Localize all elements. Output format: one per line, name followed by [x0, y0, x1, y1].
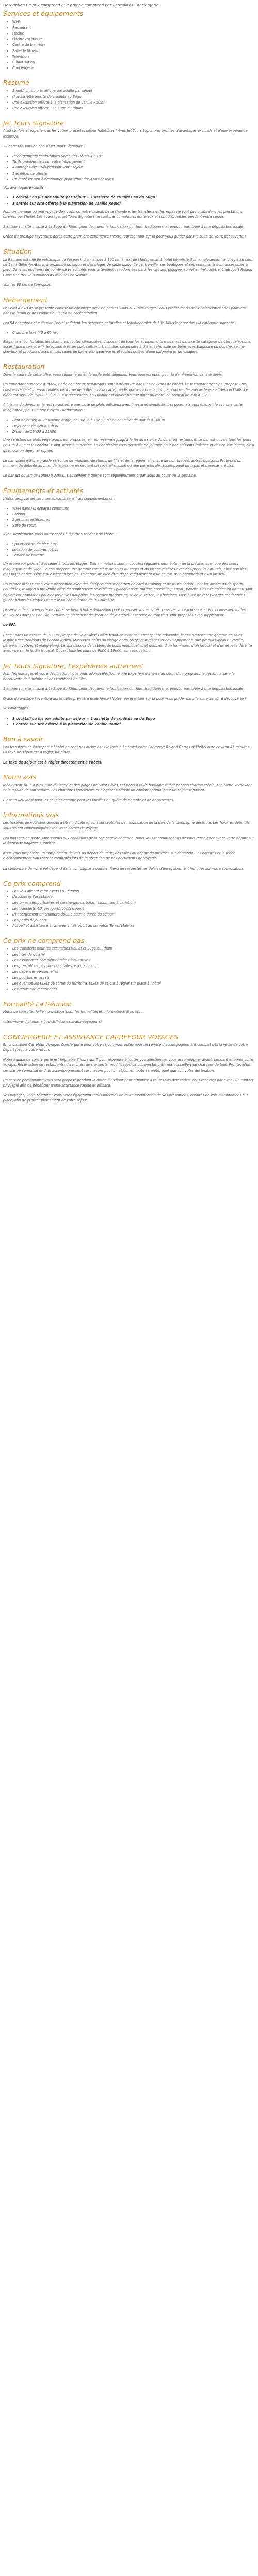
- bonasavoir-bold: La taxe de séjour est à régler directement à l'hôtel.: [3, 760, 103, 765]
- noncomprend-heading: Ce prix ne comprend pas: [3, 937, 85, 945]
- list-item: • Wi-Fi: [12, 19, 255, 24]
- equipements-paragraph-4: Un espace fitness est à votre disposition avec des équipements modernes de cardio-training et de musculation. Pour les amateurs de sports nautiques, le lagon à proximité offre de nombreuses possibilités : plongée sous-marine, snorkeling, kayak, paddle. Des excursions en bateau sont également proposées pour observer les dauphins, les tortues marines et, selon la saison, les baleines. Possibilité de réserver des randonnées guidées dans les cirques et sur le volcan du Piton de la Fournaise.: [3, 582, 253, 602]
- restauration-paragraph-6: Le bar est ouvert de 10h00 à 23h00. Des soirées à thème sont régulièrement organisées au cours de la semaine.: [3, 473, 197, 478]
- equipements-paragraph-5: Le service de conciergerie de l'hôtel se tient à votre disposition pour organiser vos activités, réserver vos excursions et vous conseiller sur les meilleures adresses de l'île. Service de blanchisserie, location de matériel et service de transfert sont proposés avec supplément.: [3, 608, 246, 618]
- signature-experience-heading: Jet Tours Signature, l'expérience autrement: [3, 662, 144, 670]
- list-item: • Un représentant à destination pour répondre à vos besoins: [12, 177, 255, 182]
- equipements-paragraph-3: Un ascenseur permet d'accéder à tous les étages. Des animations sont proposées régulièrement autour de la piscine, ainsi que des cours d'aquagym et de yoga. Le spa propose une gamme complète de soins du corps et du visage réalisés avec des produits naturels, ainsi que des massages et des soins aux essences locales. Le centre de bien-être dispose également d'un sauna, d'un hammam et d'un jacuzzi.: [3, 562, 247, 577]
- concierge-paragraph-2: Notre équipe de conciergerie est joignable 7 jours sur 7 pour répondre à toutes vos questions et vous accompagner avant, pendant et après votre voyage. Réservation de restaurants, d'activités, de transferts, modification de vos prestations : nos conseillers se chargent de tout. Profitez d'un service personnalisé et d'un accompagnement sur mesure pour un séjour en toute sérénité, quel que soit votre destination.: [3, 1058, 253, 1073]
- equipements-list: [3, 506, 255, 529]
- signature-experience-advantages-title: Vos avantages :: [3, 706, 30, 711]
- equipements-heading: Équipements et activités: [3, 486, 84, 495]
- concierge-heading: CONCIERGERIE ET ASSISTANCE CARREFOUR VOYAGES: [3, 1032, 179, 1041]
- equipements-paragraph-2: Avec supplément, vous aurez accès à d'autres services de l'hôtel :: [3, 532, 117, 536]
- list-item: • 1 cocktail ou jus par adulte par séjour + 1 assiette de crudités au du Sugo: [12, 716, 255, 721]
- info-paragraph: Les horaires de vols sont donnés à titre indicatif et sont susceptibles de modification de la part de la compagnie aérienne. Les horaires définitifs vous seront communiqués avec votre carnet de voyage.: [3, 821, 250, 831]
- info-heading: Informations vols: [3, 811, 59, 819]
- list-item: • Les pourboires usuels: [12, 975, 255, 980]
- hebergement-paragraph: Le Saint Alexis 4* se présente comme un complexe avec de petites villas aux toits rouges. Vous profiterez du doux balancement des palmiers dans le jardin et des vagues du lagon de l'océan Indien.: [3, 306, 246, 315]
- situation-heading: Situation: [3, 247, 32, 256]
- list-item: • Avantages exclusifs pendant votre séjour: [12, 165, 255, 170]
- list-item: • Les frais de dossier: [12, 952, 255, 957]
- bonasavoir-paragraph: Les transferts de l'aéroport à l'hôtel ne sont pas inclus dans le forfait. Le trajet entre l'aéroport Roland Garros et l'hôtel dure environ 45 minutes. La taxe de séjour est à régler sur place.: [3, 745, 251, 755]
- restauration-paragraph-5: Le bar dispose d'une grande sélection de whiskies, de rhums de l'île et de la région, ainsi que de nombreuses autres boissons. Profitez d'un moment de détente au bord de la piscine en sirotant un cocktail maison ou une bière locale, accompagné de tapas et d'en-cas créoles.: [3, 458, 242, 468]
- signature-advantages-list: [3, 195, 255, 206]
- entry-paragraph-2: Grâce du prestige l'aventure après cette première expérience ! Votre représentant sur la pour vous guider dans la suite de votre découverte !: [3, 234, 246, 239]
- concierge-paragraph: En choisissant Carrefour Voyages Conciergerie pour votre séjour, vous optez pour un service d'accompagnement complet dès la veille de votre départ jusqu'à votre retour.: [3, 1042, 248, 1052]
- page-description: Description Ce prix comprend / Ce prix ne comprend pas Formalités Conciergerie: [3, 3, 159, 7]
- list-item: • Wi-Fi dans les espaces communs: [12, 506, 255, 511]
- list-item: • Déjeuner : de 12h à 13h30: [12, 423, 255, 429]
- signature-experience-list: [3, 716, 255, 727]
- signature-experience-paragraph: Pour les mariages et votre destination, nous vous avons sélectionné une expérience à vivre au cœur d'un programme personnalisé à la découverte de l'histoire et des traditions de l'île.: [3, 671, 235, 681]
- list-item: • Une assiette offerte de crudités au Sugo: [12, 94, 255, 99]
- hebergement-heading: Hébergement: [3, 296, 48, 304]
- restauration-paragraph-2: Un important nuance est établi, et de nombreux restaurants sont à découvrir dans les environs de l'hôtel. Le restaurant principal propose une cuisine créole et internationale sous forme de buffet ou à la carte, tandis que le bar de la piscine propose des en-cas légers et des cocktails. Le dîner est servi de 19h00 à 22h30, sur réservation. Le Trikolor est ouvert pour le dîner du mardi au samedi de 19h à 22h.: [3, 382, 248, 397]
- spa-paragraph: Conçu dans un espace de 500 m², le spa de Saint Alexis offre tradition avec son atmosphère relaxante, le spa propose une gamme de soins inspirés des traditions de l'océan Indien. Massages, soins du visage et du corps, gommages et enveloppements aux produits locaux : vanille, géranium, vétiver et ylang-ylang. Le spa dispose de cabines de soins individuelles et doubles, d'un hammam, d'un jacuzzi et d'un espace détente avec vue sur le jardin tropical. Ouvert tous les jours de 9h00 à 19h00, sur réservation.: [3, 633, 252, 653]
- signature-experience-paragraph-3: Grâce du prestige l'aventure après cette première expérience ! Votre représentant sur la pour vous guider dans la suite de votre découverte !: [3, 697, 246, 701]
- list-item: • Conciergerie: [12, 65, 255, 71]
- list-item: • Les éventuelles taxes de sortie du territoire, taxes de séjour à régler sur place à l'hôtel: [12, 981, 255, 986]
- equipements-paragraph: L'hôtel propose les services suivants sans frais supplémentaires :: [3, 496, 115, 501]
- list-item: • 1 entrée sur site offerte à la plantation de vanille Roulof: [12, 722, 255, 727]
- list-item: • Centre de bien-être: [12, 42, 255, 47]
- info-paragraph-4: La conformité de votre vol dépend de la compagnie aérienne. Merci de respecter les délais d'enregistrement indiqués sur votre convocation.: [3, 866, 244, 871]
- restauration-paragraph-3: À l'heure du déjeuner, le restaurant offre une carte de plats délicieux avec finesse et simplicité. Les gourmets apprécieront le soir une carte imaginative, pour un prix moyen - dégustation :: [3, 403, 243, 413]
- services-list: [3, 19, 255, 71]
- signature-note: Pour un mariage ou une voyage de noces, ou notre cadeau de la chambre, les transferts et les repas ne sont pas inclus dans les prestations offertes par l'hôtel. Les avantages Jet Tours Signature ne sont pas cumulables entre eux et sont disponibles pendant votre séjour.: [3, 209, 243, 219]
- list-item: • 2 piscines extérieures: [12, 517, 255, 522]
- list-item: • Piscine extérieure: [12, 37, 255, 42]
- signature-heading: Jet Tours Signature: [3, 119, 64, 127]
- list-item: • Tarifs préférentiels sur votre hébergement: [12, 159, 255, 164]
- list-item: • Accueil et assistance à l'arrivée à l'aéroport au comptoir Terres Malines: [12, 923, 255, 928]
- services-heading: Services et équipements: [3, 10, 84, 18]
- concierge-paragraph-4: Vos voyages, votre sérénité : vous serez également tenus informés de toute modification de vos prestations, horaires de vols ou conditions sur place, afin de profiter pleinement de votre séjour.: [3, 1093, 248, 1103]
- list-item: • Petit déjeuner, au deuxième étage, de 06h30 à 10h30, ou en chambre de 06h30 à 10h30: [12, 418, 255, 423]
- signature-reasons-title: 3 bonnes raisons de choisir Jet Tours Signature :: [3, 144, 85, 148]
- list-item: • Spa et centre de bien-être: [12, 541, 255, 547]
- list-item: • Dîner : de 19h00 à 21h30: [12, 429, 255, 434]
- concierge-paragraph-3: Un service personnalisé vous sera proposé pendant la durée du séjour pour répondre à toutes vos demandes. Vous recevrez par e-mail un contact privilégié afin de bénéficier d'une assistance rapide et efficace.: [3, 1078, 254, 1088]
- list-item: • Piscine: [12, 31, 255, 36]
- resume-list: [3, 88, 255, 111]
- list-item: • L'accueil et l'assistance: [12, 894, 255, 900]
- list-item: • Les dépenses personnelles: [12, 969, 255, 974]
- noncomprend-list: [3, 946, 255, 992]
- comprend-heading: Ce prix comprend: [3, 879, 61, 887]
- signature-advantages-title: Vos avantages exclusifs :: [3, 185, 46, 190]
- signature-experience-paragraph-2: 1 entrée sur site incluse à Le Sugo du Rhum pour découvrir la fabrication du rhum traditionnel et pouvoir participer à une dégustation locale.: [3, 686, 245, 691]
- equipements-list-2: [3, 541, 255, 558]
- list-item: • Salle de sport: [12, 523, 255, 528]
- formalites-paragraph: Merci de consulter le lien ci-dessous pour les formalités et informations diverses :: [3, 1010, 143, 1014]
- notes-paragraph-2: C'est un lieu idéal pour les couples comme pour les familles en quête de détente et de découvertes.: [3, 798, 174, 803]
- signature-reasons-list: [3, 154, 255, 182]
- list-item: • Chambre luxe (40 à 65 m²): [12, 330, 255, 335]
- situation-paragraph-2: Voir les 60 km de l'aéroport.: [3, 283, 52, 287]
- entry-paragraph: 1 entrée sur site incluse à Le Sugo du Rhum pour découvrir la fabrication du rhum traditionnel et pouvoir participer à une dégustation locale.: [3, 225, 245, 229]
- notes-paragraph: Idéalement situé à proximité du lagon et des plages de Saint-Gilles, cet hôtel à taille humaine séduit par son charme créole, son cadre verdoyant et la qualité de son service. Les chambres spacieuses et élégantes offrent un confort optimal pour un séjour reposant.: [3, 783, 252, 792]
- restauration-list: [3, 418, 255, 435]
- info-paragraph-2: Les bagages en soute sont soumis aux conditions de la compagnie aérienne. Nous vous recommandons de vous renseigner avant votre départ sur la franchise bagages autorisée.: [3, 836, 254, 846]
- resume-heading: Résumé: [3, 79, 29, 87]
- situation-paragraph: La Réunion est une île volcanique de l'océan Indien, située à 800 km à l'est de Madagascar. L'hôtel bénéficie d'un emplacement privilégié au cœur de Saint-Gilles-les-Bains, à proximité du lagon et des plages de sable blanc. Le centre-ville, ses boutiques et ses restaurants sont accessibles à pied. Dans les environs, de nombreuses activités vous attendent : randonnées dans les cirques, plongée, survol en hélicoptère. L'aéroport Roland Garros se trouve à environ 45 minutes en voiture.: [3, 257, 254, 278]
- list-item: • Salle de fitness: [12, 48, 255, 54]
- formalites-heading: Formalité La Réunion: [3, 1000, 72, 1008]
- list-item: • Climatisation: [12, 60, 255, 65]
- list-item: • Les prestations payantes (activités, excursions...): [12, 963, 255, 969]
- list-item: • Service de navette: [12, 553, 255, 558]
- list-item: • L'hébergement en chambre double pour la durée du séjour: [12, 912, 255, 917]
- list-item: • Parking: [12, 512, 255, 517]
- list-item: • Hébergements confortables (avec des Hôtels 4 ou 5*: [12, 154, 255, 159]
- list-item: • Les repas non mentionnés: [12, 987, 255, 992]
- list-item: • Une excursion offerte à la plantation de vanille Roulof: [12, 100, 255, 105]
- list-item: • 1 cocktail ou jus par adulte par séjour + 1 assiette de crudités au du Sugo: [12, 195, 255, 200]
- restauration-paragraph-4: Une sélection de plats végétariens est proposée, en room-service jusqu'à la fin du service du dîner au restaurant. Le bar est ouvert tous les jours de 10h à 23h et les cocktails sont servis à la piscine. Le bar piscine vous accueille en journée pour des boissons fraîches et des en-cas légers, ainsi que pour un déjeuner rapide.: [3, 438, 254, 453]
- restauration-heading: Restauration: [3, 363, 45, 371]
- list-item: • Télévision: [12, 54, 255, 59]
- list-item: • 1 nuit/nuit du prix affiché par adulte par séjour: [12, 88, 255, 93]
- list-item: • Les transferts A/R aéroport/hôtel/aéroport: [12, 906, 255, 911]
- list-item: • Une excursion offerte : Le Sugo du Rhum: [12, 106, 255, 111]
- hebergement-list: [3, 330, 255, 335]
- comprend-list: [3, 889, 255, 929]
- list-item: • Les taxes aéroportuaires et surcharges carburant (soumises à variation): [12, 900, 255, 905]
- list-item: • Les vols aller et retour vers La Réunion: [12, 889, 255, 894]
- bonasavoir-heading: Bon à savoir: [3, 735, 43, 743]
- list-item: • 1 expérience offerte: [12, 171, 255, 176]
- list-item: • Les assurances complémentaires facultatives: [12, 958, 255, 963]
- list-item: • Restaurant: [12, 25, 255, 30]
- restauration-paragraph: Dans le cadre de cette offre, vous séjournerez en formule petit déjeuner. Vous pourrez opter pour la demi-pension dans le devis.: [3, 372, 223, 377]
- spa-heading: Le SPA: [3, 623, 17, 628]
- list-item: • 1 entrée sur site offerte à la plantation de vanille Roulof: [12, 201, 255, 206]
- page: [0, 0, 258, 1114]
- notes-heading: Notre avis: [3, 773, 36, 781]
- signature-intro: Allez confort et expériences les votres précédes séjour habituiter ! Avec Jet Tours Signature, profitez d'avantages exclusifs et d'une expérience inclusive.: [3, 129, 248, 139]
- formalites-link[interactable]: https://www.diplomatie.gouv.fr/fr/conseils-aux-voyageurs/: [3, 1020, 102, 1024]
- hebergement-paragraph-2: Les 54 chambres et suites de l'hôtel reflètent les richesses naturelles et traditionnelles de l'île. Vous logerez dans la catégorie suivante :: [3, 321, 236, 326]
- hebergement-paragraph-3: Élégante et confortable, les chambres, toutes climatisées, disposent de tous les équipements modernes dans cette catégorie d'hôtel : téléphone, accès ligne Internet wifi, télévision à écran plat, coffre-fort, minibar, nécessaire à thé et café, salle de bains avec baignoire ou douche, sèche-cheveux et produits d'accueil. Les salles de bains sont spacieuses et toutes dotées d'une baignoire et de vasques.: [3, 339, 252, 354]
- list-item: • Les petits déjeuners: [12, 918, 255, 923]
- list-item: • Les transferts pour les excursions Roulof et Sugo du Rhum: [12, 946, 255, 951]
- list-item: • Location de voitures, vélos: [12, 547, 255, 552]
- info-paragraph-3: Nous vous proposons un complément de vols au départ de Paris, des villes au départ de province sur demande. Les horaires et la mode d'acheminement vous seront confirmés lors de la réception de vos documents de voyage.: [3, 851, 236, 861]
